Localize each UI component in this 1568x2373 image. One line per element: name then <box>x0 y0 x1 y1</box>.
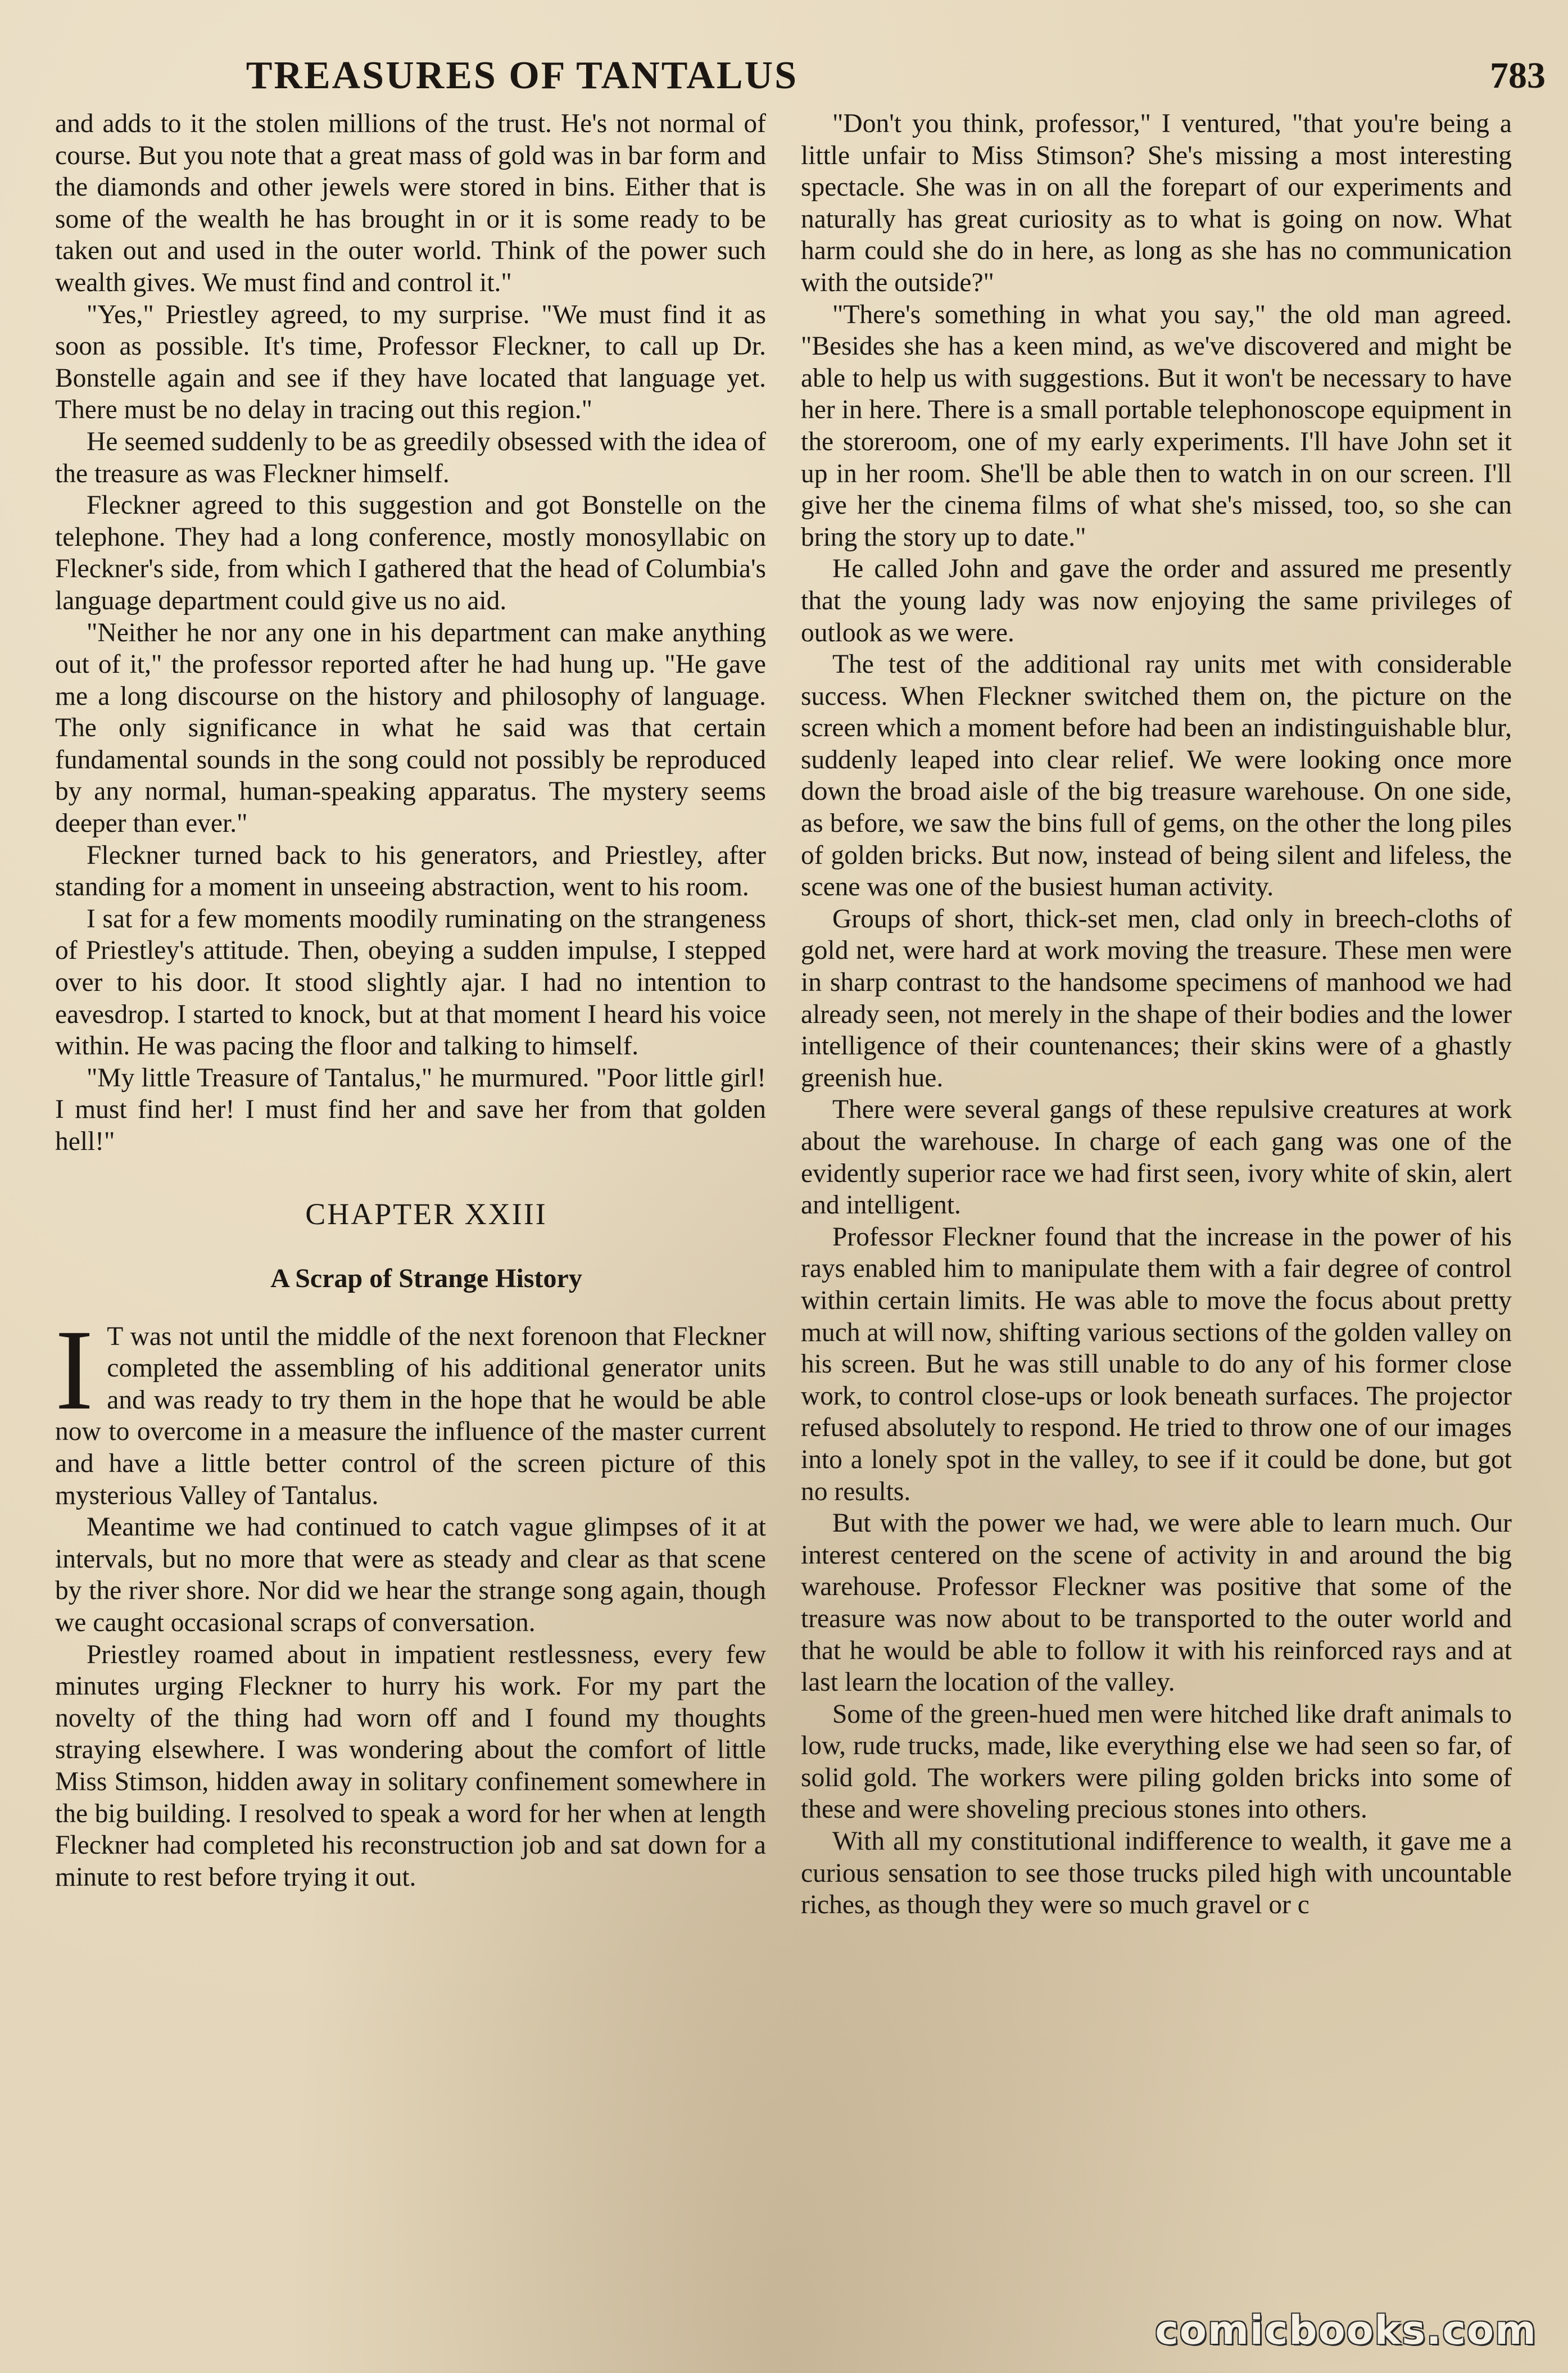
right-column <box>801 108 1512 2339</box>
paragraph: "Yes," Priestley agreed, to my surprise. "We must find it as soon as possible. It's time, Professor Fleckner, to call up Dr. Bonstelle again and see if they have located that language yet. There must be no delay in tracing out this region." <box>55 300 766 425</box>
paragraph: Professor Fleckner found that the increase in the power of his rays enabled him to manipulate them with a fair degree of control within certain limits. He was able to move the focus about pretty much at will now, shifting various sections of the golden valley on his screen. But he was still unable to do any of his former close work, to control close-ups or look beneath surfaces. The projector refused absolutely to respond. He tried to throw one of our images into a lonely spot in the valley, to see if it could be done, but got no results. <box>801 1222 1512 1506</box>
paragraph: He called John and gave the order and assured me presently that the young lady was now enjoying the same privileges of outlook as we were. <box>801 554 1512 647</box>
paragraph: "My little Treasure of Tantalus," he murmured. "Poor little girl! I must find her! I must find her and save her from that golden hell!" <box>55 1063 766 1156</box>
paragraph: Meantime we had continued to catch vague glimpses of it at intervals, but no more that were as steady and clear as that scene by the river shore. Nor did we hear the strange song again, though we caught occasional scraps of conversation. <box>55 1512 766 1637</box>
page-number: 783 <box>1490 55 1546 96</box>
paragraph: But with the power we had, we were able to learn much. Our interest centered on the scene of activity in and around the big warehouse. Professor Fleckner was positive that some of the treasure was now about to be transported to the outer world and that he would be able to follow it with his reinforced rays and at last learn the location of the valley. <box>801 1509 1512 1697</box>
paragraph: With all my constitutional indifference to wealth, it gave me a curious sensation to see those trucks piled high with uncountable riches, as though they were so much gravel or c <box>801 1827 1512 1920</box>
paragraph: Priestley roamed about in impatient restlessness, every few minutes urging Fleckner to hurry his work. For my part the novelty of the thing had worn off and I found my thoughts straying elsewhere. I was wondering about the comfort of little Miss Stimson, hidden away in solitary confinement somewhere in the big building. I resolved to speak a word for her when at length Fleckner had completed his reconstruction job and sat down for a minute to rest before trying it out. <box>55 1640 766 1892</box>
paragraph: and adds to it the stolen millions of the trust. He's not normal of course. But you note that a great mass of gold was in bar form and the diamonds and other jewels were stored in bins. Either that is some of the wealth he has brought in or it is some ready to be taken out and used in the outer world. Think of the power such wealth gives. We must find and control it." <box>55 109 766 297</box>
watermark-logo: comicbooks.com <box>1155 2307 1537 2353</box>
paragraph: There were several gangs of these repulsive creatures at work about the warehouse. In charge of each gang was one of the evidently superior race we had first seen, ivory white of skin, alert and intelligent. <box>801 1095 1512 1220</box>
paragraph-text: T was not until the middle of the next forenoon that Fleckner completed the assembling of his additional generator units and was ready to try them in the hope that he would be able now to overcome in a measure the influence of the master current and have a little better control of the screen picture of this mysterious Valley of Tantalus. <box>55 1321 766 1510</box>
chapter-heading: CHAPTER XXIII <box>305 1197 547 1231</box>
chapter-subtitle: A Scrap of Strange History <box>270 1263 582 1293</box>
paragraph: Fleckner turned back to his generators, and Priestley, after standing for a moment in unseeing abstraction, went to his room. <box>55 840 766 902</box>
left-column <box>55 108 766 2339</box>
drop-cap: I <box>55 1306 94 1434</box>
paragraph: Groups of short, thick-set men, clad only in breech-cloths of gold net, were hard at work moving the treasure. These men were in sharp contrast to the handsome specimens of manhood we had already seen, not merely in the shape of their bodies and the lower intelligence of their countenances; their skins were of a ghastly greenish hue. <box>801 904 1512 1093</box>
paragraph: "Don't you think, professor," I ventured, "that you're being a little unfair to Miss Stimson? She's missing a most interesting spectacle. She was in on all the forepart of our experiments and naturally has great curiosity as to what is going on now. What harm could she do in here, as long as she has no communication with the outside?" <box>801 109 1512 297</box>
paragraph: I sat for a few moments moodily ruminating on the strangeness of Priestley's attitude. Then, obeying a sudden impulse, I stepped over to his door. It stood slightly ajar. I had no intention to eavesdrop. I started to knock, but at that moment I heard his voice within. He was pacing the floor and talking to himself. <box>55 904 766 1061</box>
paragraph: "Neither he nor any one in his department can make anything out of it," the professor reported after he had hung up. "He gave me a long discourse on the history and philosophy of language. The only significance in what he said was that certain fundamental sounds in the song could not possibly be reproduced by any normal, human-speaking apparatus. The mystery seems deeper than ever." <box>55 618 766 839</box>
paragraph: The test of the additional ray units met with considerable success. When Fleckner switched them on, the picture on the screen which a moment before had been an indistinguishable blur, suddenly leaped into clear relief. We were looking once more down the broad aisle of the big treasure warehouse. On one side, as before, we saw the bins full of gems, on the other the long piles of golden bricks. But now, instead of being silent and lifeless, the scene was one of the busiest human activity. <box>801 650 1512 902</box>
paragraph: Some of the green-hued men were hitched like draft animals to low, rude trucks, made, like everything else we had seen so far, of solid gold. The workers were piling golden bricks into some of these and were shoveling precious stones into others. <box>801 1699 1512 1824</box>
running-title: TREASURES OF TANTALUS <box>246 54 798 97</box>
paragraph: "There's something in what you say," the old man agreed. "Besides she has a keen mind, as we've discovered and might be able to help us with suggestions. But it won't be necessary to have her in here. There is a small portable telephonoscope equipment in the storeroom, one of my early experiments. I'll have John set it up in her room. She'll be able then to watch in on our screen. I'll give her the cinema films of what she's missed, too, so she can bring the story up to date." <box>801 300 1512 552</box>
page-header <box>0 45 1568 107</box>
chapter-opening-paragraph <box>55 1306 766 1512</box>
paragraph: He seemed suddenly to be as greedily obsessed with the idea of the treasure as was Fleckner himself. <box>55 427 766 488</box>
paragraph: Fleckner agreed to this suggestion and got Bonstelle on the telephone. They had a long conference, mostly monosyllabic on Fleckner's side, from which I gathered that the head of Columbia's language department could give us no aid. <box>55 491 766 615</box>
